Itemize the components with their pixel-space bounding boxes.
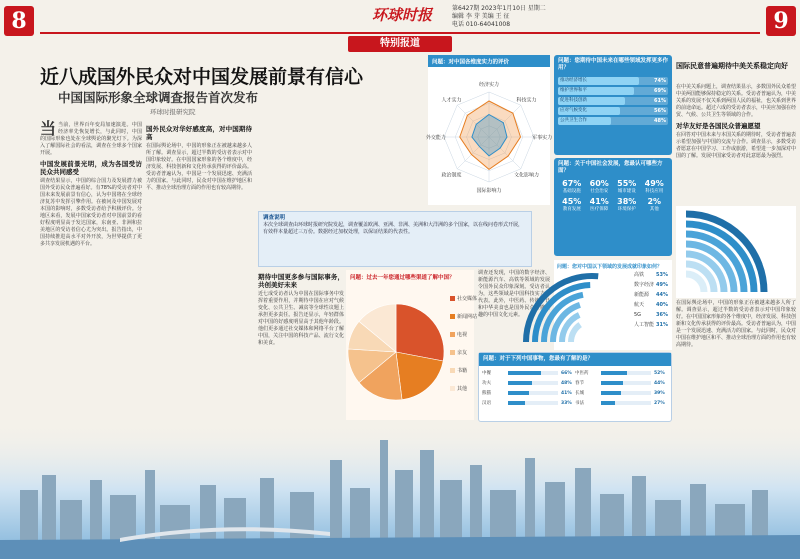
- section-label: 特别报道: [348, 36, 452, 52]
- culture-row: [575, 398, 668, 408]
- pie-legend-swatch: [450, 314, 455, 319]
- culture-bar-fill: [601, 401, 615, 405]
- pie-title: 问题：过去一年您通过哪些渠道了解中国？: [350, 275, 455, 281]
- society-stats: [554, 178, 672, 214]
- society-stat: [586, 196, 614, 214]
- domain-bar-row: [558, 107, 668, 115]
- radar-axis-label: 军事实力: [532, 135, 553, 141]
- society-stat-label: 教育发展: [562, 207, 581, 212]
- radar-axis-label: 科技实力: [516, 97, 537, 104]
- domain-bar-value: 48%: [654, 118, 666, 124]
- domain-bars: [554, 77, 672, 125]
- pie-legend-swatch: [450, 332, 455, 337]
- fan-chart: [676, 206, 796, 298]
- pie-legend-swatch: [450, 368, 455, 373]
- culture-bar-fill: [508, 381, 532, 385]
- city-skyline-illustration: [0, 420, 800, 559]
- culture-value: 44%: [654, 380, 665, 386]
- culture-bar-track: [508, 391, 558, 395]
- domain-bar-value: 56%: [654, 108, 666, 114]
- domain-bars-panel: [554, 55, 672, 155]
- article-column-3: [258, 270, 344, 420]
- society-stat-label: 社会治安: [590, 189, 609, 194]
- survey-notes-box: [258, 211, 532, 267]
- domain-bar-row: [558, 117, 668, 125]
- headline: 近八成国外民众对中国发展前景有信心: [40, 66, 364, 88]
- pie-legend-label: 亲友: [457, 350, 468, 356]
- survey-notes-title: 调查说明: [263, 215, 286, 221]
- society-stat-value: 41%: [589, 197, 609, 206]
- domain-bar-value: 69%: [654, 88, 666, 94]
- culture-bar-track: [601, 391, 651, 395]
- pie-legend-label: 社交媒体: [457, 296, 478, 302]
- arc-item-value: 49%: [656, 282, 668, 288]
- masthead: 环球时报: [372, 6, 433, 24]
- culture-bar-track: [601, 371, 651, 375]
- society-stat-label: 其他: [649, 207, 659, 212]
- culture-table-panel: [478, 352, 672, 422]
- culture-label: 功夫: [482, 381, 491, 386]
- right-page-number: 9: [766, 6, 796, 36]
- column-6-text: 在回答对中国未来与本国关系的期待时，受访者普遍表示希望加强与中国的交流与合作。调查显示，多数受访者愿意在中国学习、工作或旅游，希望进一步加深对中国的了解。发展中国家受访者对此意愿最为强烈。: [676, 132, 797, 159]
- society-stats-question: 问题：关于中国社会发展，您最认可哪些方面？: [558, 161, 663, 174]
- culture-label: 汉语: [482, 401, 491, 406]
- society-stat: [586, 178, 614, 196]
- column-6-repeat: 在国际舆论场中，中国的形象正在被越来越多人所了解。调查显示，超过半数的受访者表示对中国印象较好。在中国国家形象的各个维度中，经济发展、科技创新和文化传承获得的评价最高。受访者普遍认为，中国是一个发展迅速、充满活力的国家。与此同时，民众对中国在维护地区和平、推动全球治理方面的作用也有较高期待。: [676, 300, 797, 348]
- society-stat-value: 49%: [644, 179, 664, 188]
- pie-legend-label: 电视: [457, 332, 468, 338]
- column-2-text: 在国际舆论场中，中国的形象正在被越来越多人所了解。调查显示，超过半数的受访者表示对中国印象较好。在中国国家形象的各个维度中，经济发展、科技创新和文化传承获得的评价最高。受访者普遍认为，中国是一个发展迅速、充满活力的国家。与此同时，民众对中国在维护地区和平、推动全球治理方面的作用也有较高期待。: [146, 143, 252, 191]
- radar-axis-label: 文化影响力: [514, 172, 540, 179]
- arc-item-value: 53%: [656, 272, 668, 278]
- culture-label: 中餐: [482, 371, 491, 376]
- domain-bar-row: [558, 77, 668, 85]
- society-stat-value: 67%: [562, 179, 582, 188]
- society-stat-label: 基础设施: [562, 189, 581, 194]
- section-heading-economy: 中国发展前景光明，成为各国受访民众共同感受: [40, 160, 142, 176]
- issue-line-3: 电话 010-64041008: [452, 21, 511, 28]
- culture-bar-track: [601, 401, 651, 405]
- channel-pie-chart: [346, 270, 478, 420]
- subheadline: 中国国际形象全球调查报告首次发布: [58, 90, 259, 105]
- radar-axis-label: 外交能力: [425, 135, 446, 141]
- culture-label: 熊猫: [482, 391, 491, 396]
- culture-bar-fill: [601, 391, 621, 395]
- society-stat-label: 城市建设: [617, 189, 636, 194]
- domain-bar-label: 促进科技创新: [560, 98, 587, 103]
- radar-axis-label: 经济实力: [478, 81, 500, 88]
- arc-item-label: 人工智能: [634, 322, 655, 328]
- left-page-number: 8: [4, 6, 34, 36]
- domain-bar-label: 维护世界和平: [560, 88, 587, 93]
- survey-notes-text: 本次全球调查由环球时报研究院发起，调查覆盖欧洲、亚洲、非洲、美洲和大洋洲的多个国家，以在线问卷形式开展，有效样本量超过三万份。数据经过加权处理，以保证结果的代表性。: [263, 222, 524, 235]
- culture-row: [482, 378, 575, 388]
- pie-legend-swatch: [450, 350, 455, 355]
- column-1-text: 调查结果显示，中国的综合国力及发展潜力被国外受访民众普遍看好。有78%的受访者对中国未来发展前景有信心，认为中国将在全球经济复苏中发挥引擎作用。在被问及中国发展对本国的影响时，多数受访者给予积极评价。分地区来看，发展中国家受访者对中国前景的看好程度明显高于发达国家，东南亚、非洲和拉美地区的受访者信心尤为突出。报告指出，中国持续推进高水平对外开放，为世界提供了更多共享发展机遇的平台。: [40, 178, 142, 247]
- society-stat-value: 60%: [589, 179, 609, 188]
- arc-item-value: 44%: [656, 292, 668, 298]
- radar-axis-label: 国际影响力: [476, 188, 502, 195]
- domain-bar-label: 推动经济增长: [560, 78, 587, 83]
- arc-item-value: 36%: [656, 312, 668, 318]
- culture-row: [575, 388, 668, 398]
- society-stat: [641, 196, 669, 214]
- section-heading-china-image: 国外民众对华好感度高，对中国期待高: [146, 125, 252, 141]
- arc-item-value: 31%: [656, 322, 668, 328]
- byline: 环球时报研究院: [150, 108, 196, 116]
- achievement-arc-chart: [554, 260, 672, 350]
- society-stat: [613, 196, 641, 214]
- pie-legend-swatch: [450, 386, 455, 391]
- culture-row: [575, 368, 668, 378]
- issue-info: [452, 5, 546, 29]
- pie-slices: [348, 304, 444, 400]
- society-stat-label: 医疗保障: [590, 207, 609, 212]
- pie-legend-label: 其他: [457, 386, 468, 392]
- culture-bar-track: [508, 371, 558, 375]
- article-column-1: [40, 119, 142, 422]
- article-column-2: [146, 122, 252, 422]
- radar-title: 问题：对中国各维度实力的评价: [432, 59, 510, 66]
- arc-item-label: 新能源: [634, 292, 650, 298]
- society-stat-value: 55%: [617, 179, 637, 188]
- section-heading-friendly: 对华友好是各国民众普遍愿望: [676, 122, 761, 130]
- domain-bar-value: 74%: [654, 78, 666, 84]
- culture-bar-fill: [508, 401, 525, 405]
- culture-value: 39%: [654, 390, 665, 396]
- society-stat: [558, 196, 586, 214]
- culture-value: 66%: [561, 370, 572, 376]
- article-column-6: [676, 300, 796, 420]
- culture-value: 33%: [561, 400, 572, 406]
- domain-bar-label: 应对气候变化: [560, 108, 587, 113]
- arc-item-label: 数字经济: [634, 282, 655, 288]
- article-lead: 当前，世界百年变局加速演进。中国经济率先恢复增长，与此同时，中国的国际形象也处在全球舆论的聚光灯下。为深入了解国际社会的看法，调查在全球多个国家开展。: [40, 122, 142, 156]
- culture-bar-track: [508, 381, 558, 385]
- society-stat: [558, 178, 586, 196]
- issue-line-2: 编辑 李 芽 美编 王 征: [452, 13, 510, 20]
- pie-legend-label: 书籍: [457, 368, 468, 374]
- culture-label: 中医药: [575, 371, 589, 376]
- arc-title: 问题：您对中国以下领域的发展成就印象如何？: [557, 264, 663, 270]
- culture-table: [479, 366, 671, 410]
- culture-row: [575, 378, 668, 388]
- culture-bar-fill: [508, 371, 541, 375]
- pie-legend-label: 新闻网站: [457, 314, 478, 320]
- column-5-text: 在中美关系问题上，调查结果显示，多数国外民众希望中美两国能够保持稳定的关系。受访者普遍认为，中美关系的发展不仅关系到两国人民的福祉，也关系到世界的前途命运。超过六成的受访者表示，中美应加强在经贸、气候、公共卫生等领域的合作。: [676, 84, 797, 118]
- culture-bar-track: [508, 401, 558, 405]
- culture-table-question: 问题：对于下列中国事物，您最有了解的是？: [479, 353, 671, 366]
- pie-legend-swatch: [450, 296, 455, 301]
- society-stats-panel: [554, 158, 672, 256]
- radar-axis-label: 人才实力: [441, 97, 462, 104]
- drop-cap: 当: [40, 119, 57, 138]
- culture-value: 52%: [654, 370, 665, 376]
- society-stat-value: 2%: [647, 197, 662, 206]
- culture-value: 27%: [654, 400, 665, 406]
- culture-label: 长城: [575, 391, 584, 396]
- article-column-5: [676, 84, 796, 204]
- culture-value: 48%: [561, 380, 572, 386]
- society-stat-value: 45%: [562, 197, 582, 206]
- arc-item-value: 40%: [656, 302, 668, 308]
- domain-bars-question: 问题：您期待中国未来在哪些领域发挥更多作用？: [558, 58, 669, 71]
- domain-bar-row: [558, 97, 668, 105]
- section-heading-future: 期待中国更多参与国际事务，共创美好未来: [258, 273, 344, 289]
- arc-item-label: 航天: [634, 302, 645, 308]
- column-3-text: 近七成受访者认为中国在国际事务中发挥着重要作用，并期待中国在应对气候变化、公共卫生、减贫等全球性议题上承担更多责任。报告还显示，年轻群体对中国的好感度明显高于其他年龄段。他们更多通过社交媒体和网络平台了解中国，关注中国的科技产品、流行文化和美食。: [258, 291, 344, 346]
- culture-value: 41%: [561, 390, 572, 396]
- culture-bar-fill: [601, 371, 627, 375]
- header-rule: [40, 32, 760, 34]
- society-stat-value: 38%: [617, 197, 637, 206]
- radar-axis-label: 政治制度: [441, 172, 462, 179]
- column-4-text: 调查还发现，中国的数字经济、新能源汽车、高铁等领域的发展令国外民众印象深刻。受访者认为，这些领域是中国科技实力的代表。此外，中医药、传统节日和中华美食也是国外民众最感兴趣的中国文化元素。: [478, 270, 550, 318]
- society-stat: [613, 178, 641, 196]
- domain-bar-label: 公共卫生合作: [560, 118, 587, 123]
- right-section-title: 国际民意普遍期待中美关系稳定向好: [676, 62, 788, 70]
- culture-row: [482, 368, 575, 378]
- culture-label: 春节: [575, 381, 584, 386]
- domain-bar-row: [558, 87, 668, 95]
- arc-item-label: 高铁: [634, 272, 645, 278]
- culture-row: [482, 388, 575, 398]
- culture-label: 书法: [575, 401, 584, 406]
- society-stat-label: 环境保护: [617, 207, 636, 212]
- society-stat-label: 科技应用: [645, 189, 664, 194]
- radar-chart: [425, 55, 553, 205]
- arc-item-label: 5G: [634, 312, 642, 318]
- issue-line-1: 第6427期 2023年1月10日 星期二: [452, 5, 546, 12]
- culture-row: [482, 398, 575, 408]
- culture-bar-fill: [601, 381, 623, 385]
- society-stat: [641, 178, 669, 196]
- culture-bar-track: [601, 381, 651, 385]
- domain-bar-value: 61%: [654, 98, 666, 104]
- culture-bar-fill: [508, 391, 529, 395]
